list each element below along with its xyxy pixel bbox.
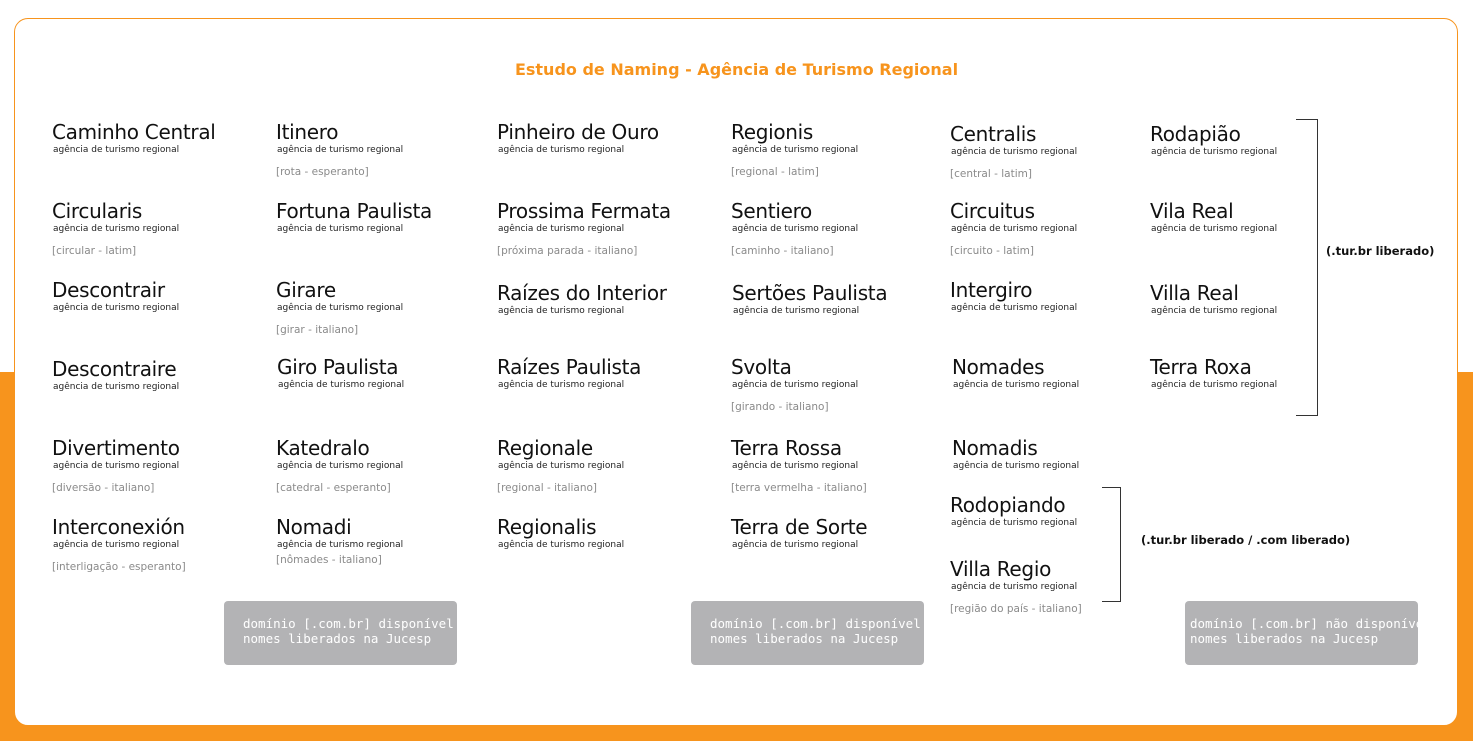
name-text: Terra de Sorte <box>731 515 868 539</box>
name-tagline: agência de turismo regional <box>498 461 625 471</box>
name-meaning: [rota - esperanto] <box>276 166 369 178</box>
name-entry <box>276 437 403 494</box>
name-entry <box>950 558 1082 615</box>
name-entry <box>1150 356 1277 391</box>
name-entry <box>497 121 659 156</box>
name-tagline: agência de turismo regional <box>53 145 180 155</box>
name-meaning: [circuito - latim] <box>950 245 1034 257</box>
name-meaning: [circular - latim] <box>52 245 137 257</box>
box-line-1: domínio [.com.br] disponível <box>710 616 921 631</box>
name-tagline: agência de turismo regional <box>732 540 859 550</box>
name-entry <box>731 437 867 494</box>
name-text: Centralis <box>950 122 1037 146</box>
name-entry <box>52 200 179 257</box>
name-tagline: agência de turismo regional <box>951 582 1078 592</box>
name-entry <box>52 121 216 156</box>
name-text: Circuitus <box>950 199 1035 223</box>
name-text: Sentiero <box>731 199 812 223</box>
name-tagline: agência de turismo regional <box>277 461 404 471</box>
name-text: Descontraire <box>52 357 177 381</box>
name-text: Divertimento <box>52 436 180 460</box>
name-text: Nomadis <box>952 436 1038 460</box>
name-tagline: agência de turismo regional <box>1151 306 1278 316</box>
name-entry <box>52 437 180 494</box>
bracket-label-tur-com: (.tur.br liberado / .com liberado) <box>1141 533 1351 547</box>
name-text: Fortuna Paulista <box>276 199 432 223</box>
name-tagline: agência de turismo regional <box>278 380 405 390</box>
name-text: Terra Rossa <box>731 436 842 460</box>
name-tagline: agência de turismo regional <box>53 540 180 550</box>
name-text: Descontrair <box>52 278 165 302</box>
name-entry <box>52 279 179 314</box>
name-text: Rodapião <box>1150 122 1241 146</box>
name-meaning: [caminho - italiano] <box>731 245 834 257</box>
name-tagline: agência de turismo regional <box>732 461 859 471</box>
name-text: Terra Roxa <box>1150 355 1252 379</box>
name-text: Regionalis <box>497 515 597 539</box>
name-meaning: [regional - italiano] <box>497 482 598 494</box>
name-tagline: agência de turismo regional <box>951 147 1078 157</box>
name-text: Raízes do Interior <box>497 281 667 305</box>
name-text: Girare <box>276 278 336 302</box>
domain-status-box <box>691 601 924 665</box>
name-text: Nomades <box>952 355 1045 379</box>
name-text: Regionale <box>497 436 593 460</box>
box-line-1: domínio [.com.br] não disponível <box>1190 616 1431 631</box>
box-line-1: domínio [.com.br] disponível <box>243 616 454 631</box>
name-tagline: agência de turismo regional <box>53 303 180 313</box>
name-entry <box>1150 282 1277 317</box>
name-text: Intergiro <box>950 278 1033 302</box>
name-entry <box>276 121 403 178</box>
name-entry <box>952 356 1079 391</box>
name-entry <box>732 282 887 317</box>
name-text: Svolta <box>731 355 792 379</box>
name-text: Caminho Central <box>52 120 216 144</box>
name-text: Vila Real <box>1150 199 1234 223</box>
name-tagline: agência de turismo regional <box>953 380 1080 390</box>
name-entry <box>950 279 1077 314</box>
name-entry <box>497 516 624 551</box>
name-entry <box>52 358 179 393</box>
name-tagline: agência de turismo regional <box>53 224 180 234</box>
name-entry <box>276 200 432 235</box>
name-tagline: agência de turismo regional <box>951 303 1078 313</box>
name-tagline: agência de turismo regional <box>498 145 625 155</box>
name-text: Prossima Fermata <box>497 199 671 223</box>
name-tagline: agência de turismo regional <box>498 380 625 390</box>
name-entry <box>950 200 1077 257</box>
name-text: Nomadi <box>276 515 352 539</box>
name-entry <box>950 494 1077 529</box>
name-entry <box>497 200 671 257</box>
name-tagline: agência de turismo regional <box>53 461 180 471</box>
name-entry <box>52 516 186 573</box>
name-entry <box>731 516 867 551</box>
name-entry <box>1150 200 1277 235</box>
name-text: Circularis <box>52 199 142 223</box>
name-tagline: agência de turismo regional <box>1151 147 1278 157</box>
name-entry <box>731 356 858 413</box>
name-text: Sertões Paulista <box>732 281 888 305</box>
name-tagline: agência de turismo regional <box>732 145 859 155</box>
name-meaning: [interligação - esperanto] <box>52 561 186 573</box>
name-entry <box>497 356 641 391</box>
name-tagline: agência de turismo regional <box>953 461 1080 471</box>
name-text: Regionis <box>731 120 814 144</box>
name-tagline: agência de turismo regional <box>277 145 404 155</box>
name-meaning: [região do país - italiano] <box>950 603 1082 615</box>
name-meaning: [central - latim] <box>950 168 1032 180</box>
bracket-label-tur-br: (.tur.br liberado) <box>1326 244 1435 258</box>
name-tagline: agência de turismo regional <box>498 540 625 550</box>
name-tagline: agência de turismo regional <box>498 306 625 316</box>
name-text: Villa Real <box>1150 281 1239 305</box>
domain-status-box <box>1185 601 1431 665</box>
name-tagline: agência de turismo regional <box>1151 380 1278 390</box>
name-text: Rodopiando <box>950 493 1066 517</box>
name-text: Interconexión <box>52 515 185 539</box>
name-entry <box>276 516 403 566</box>
name-meaning: [girar - italiano] <box>276 324 359 336</box>
page-title: Estudo de Naming - Agência de Turismo Regional <box>514 60 959 79</box>
name-tagline: agência de turismo regional <box>951 518 1078 528</box>
name-tagline: agência de turismo regional <box>277 303 404 313</box>
box-line-2: nomes liberados na Jucesp <box>710 631 899 646</box>
name-tagline: agência de turismo regional <box>277 540 404 550</box>
name-entry <box>497 437 624 494</box>
name-tagline: agência de turismo regional <box>1151 224 1278 234</box>
name-tagline: agência de turismo regional <box>53 382 180 392</box>
name-text: Itinero <box>276 120 339 144</box>
box-line-2: nomes liberados na Jucesp <box>1190 631 1379 646</box>
name-entry <box>497 282 667 317</box>
name-entry <box>731 121 858 178</box>
name-meaning: [regional - latim] <box>731 166 819 178</box>
name-tagline: agência de turismo regional <box>498 224 625 234</box>
name-tagline: agência de turismo regional <box>951 224 1078 234</box>
name-text: Villa Regio <box>950 557 1052 581</box>
box-line-2: nomes liberados na Jucesp <box>243 631 432 646</box>
name-text: Pinheiro de Ouro <box>497 120 659 144</box>
name-meaning: [girando - italiano] <box>731 401 829 413</box>
name-entry <box>276 279 403 336</box>
name-meaning: [terra vermelha - italiano] <box>731 482 867 494</box>
name-entry <box>952 437 1079 472</box>
name-entry <box>950 123 1077 180</box>
name-meaning: [próxima parada - italiano] <box>497 245 638 257</box>
bracket-tur-br <box>1296 119 1318 416</box>
name-tagline: agência de turismo regional <box>732 380 859 390</box>
name-entry <box>1150 123 1277 158</box>
name-meaning: [diversão - italiano] <box>52 482 155 494</box>
domain-status-box <box>224 601 457 665</box>
name-text: Giro Paulista <box>277 355 399 379</box>
name-tagline: agência de turismo regional <box>733 306 860 316</box>
bracket-tur-com <box>1102 487 1121 602</box>
name-text: Raízes Paulista <box>497 355 642 379</box>
name-meaning: [catedral - esperanto] <box>276 482 391 494</box>
name-text: Katedralo <box>276 436 370 460</box>
name-entry <box>277 356 404 391</box>
name-tagline: agência de turismo regional <box>732 224 859 234</box>
name-tagline: agência de turismo regional <box>277 224 404 234</box>
name-meaning: [nômades - italiano] <box>276 554 382 566</box>
name-entry <box>731 200 858 257</box>
